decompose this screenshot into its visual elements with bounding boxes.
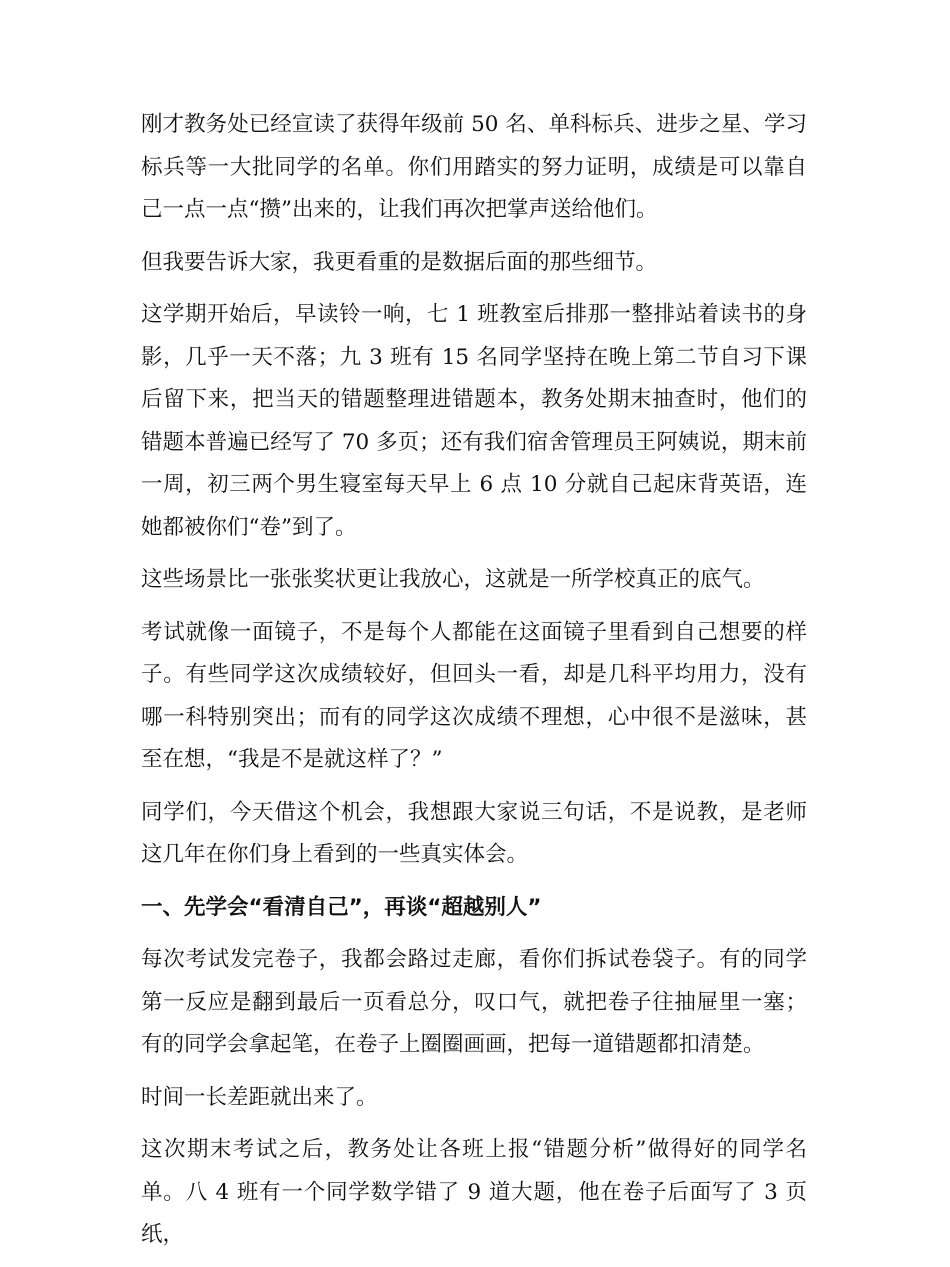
section-heading-1: 一、先学会“看清自己”，再谈“超越别人” [141, 894, 542, 920]
document-body [141, 104, 807, 1267]
paragraph-error-analysis: 这次期末考试之后，教务处让各班上报“错题分析”做得好的同学名单。八 4 班有一个同学数学错了 9 道大题，他在卷子后面写了 3 页纸， [141, 1137, 807, 1247]
paragraph-honor-list: 刚才教务处已经宣读了获得年级前 50 名、单科标兵、进步之星、学习标兵等一大批同学的名单。你们用踏实的努力证明，成绩是可以靠自己一点一点“攒”出来的，让我们再次把掌声送给他们。 [141, 112, 807, 222]
paragraph-details: 但我要告诉大家，我更看重的是数据后面的那些细节。 [141, 249, 658, 275]
paragraph-gap: 时间一长差距就出来了。 [141, 1084, 378, 1110]
paragraph-scenes: 这学期开始后，早读铃一响，七 1 班教室后排那一整排站着读书的身影，几乎一天不落；九 3 班有 15 名同学坚持在晚上第二节自习下课后留下来，把当天的错题整理进错题本，教务处期末抽查时，他们的错题本普遍已经写了 70 多页；还有我们宿舍管理员王阿姨说，期末前一周，初三两个男生寝室每天早上 6 点 10 分就自己起床背英语，连她都被你们“卷”到了。 [141, 302, 807, 540]
paragraph-exam-papers: 每次考试发完卷子，我都会路过走廊，看你们拆试卷袋子。有的同学第一反应是翻到最后一页看总分，叹口气，就把卷子往抽屉里一塞；有的同学会拿起笔，在卷子上圈圈画画，把每一道错题都扣清楚。 [141, 947, 807, 1057]
paragraph-three-points: 同学们，今天借这个机会，我想跟大家说三句话，不是说教，是老师这几年在你们身上看到的一些真实体会。 [141, 799, 807, 867]
paragraph-confidence: 这些场景比一张张奖状更让我放心，这就是一所学校真正的底气。 [141, 567, 765, 592]
paragraph-mirror: 考试就像一面镜子，不是每个人都能在这面镜子里看到自己想要的样子。有些同学这次成绩较好，但回头一看，却是几科平均用力，没有哪一科特别突出；而有的同学这次成绩不理想，心中很不是滋味，甚至在想，“我是不是就这样了？” [141, 619, 807, 772]
